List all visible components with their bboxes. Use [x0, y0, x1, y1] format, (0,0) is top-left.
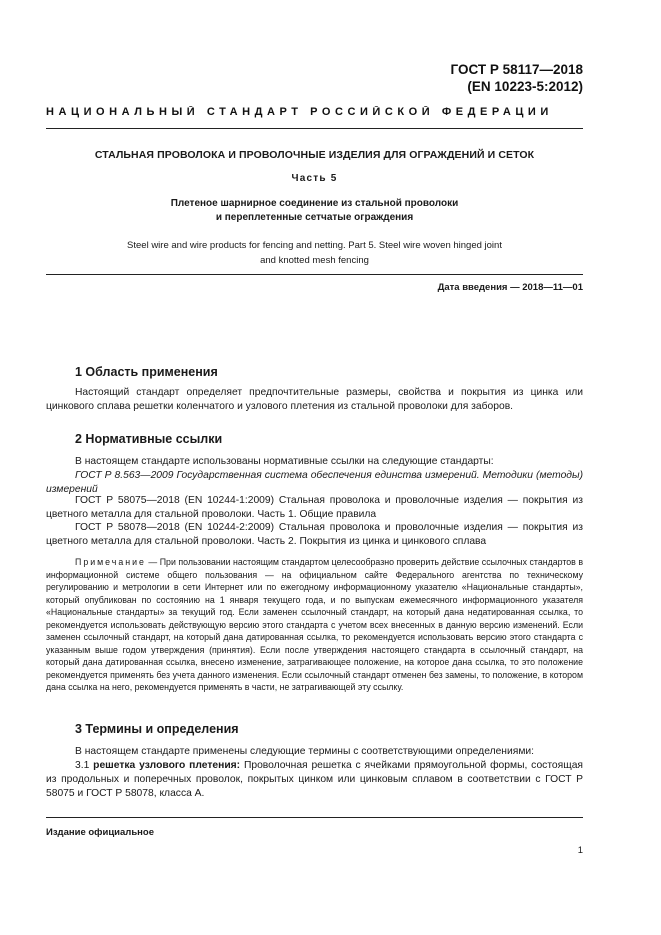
date-divider — [46, 274, 583, 275]
subtitle-line: Плетеное шарнирное соединение из стальной проволоки — [170, 198, 459, 209]
subtitle-line: и переплетенные сетчатые ограждения — [215, 212, 414, 223]
en-number: (EN 10223-5:2012) — [467, 79, 583, 94]
reference-item: ГОСТ Р 58078—2018 (EN 10244-2:2009) Стальная проволока и проволочные изделия — покрытия из цветного металла для стальной проволоки. Часть 2. Покрытия из цинка и цинкового сплава — [46, 522, 583, 548]
section-1-heading: 1 Область применения — [75, 365, 218, 379]
term-number: 3.1 — [75, 760, 94, 771]
english-title — [46, 238, 583, 268]
reference-item: ГОСТ Р 58075—2018 (EN 10244-1:2009) Стальная проволока и проволочные изделия — покрытия из цветного металла для стальной проволоки. Часть 1. Общие правила — [46, 495, 583, 521]
edition-label: Издание официальное — [46, 827, 154, 838]
part-number: Часть 5 — [291, 173, 338, 184]
reference-item: ГОСТ Р 8.563—2009 Государственная система обеспечения единства измерений. Методики (методы) измерений — [46, 470, 583, 496]
section-3-heading: 3 Термины и определения — [75, 722, 239, 736]
page-number: 1 — [577, 845, 583, 856]
term-definition-text: Проволочная решетка с ячейками прямоугольной формы, состоящая из продольных и поперечных проволок, покрытых цинком или цинковым сплавом в соответствии с ГОСТ Р 58075 и ГОСТ Р 58078, класса А. — [46, 760, 583, 800]
reference-note — [46, 556, 583, 694]
section-3-intro: В настоящем стандарте применены следующие термины с соответствующими определениями: — [75, 746, 535, 757]
english-title-line: Steel wire and wire products for fencing and netting. Part 5. Steel wire woven hinged joint — [127, 240, 502, 251]
note-text: — При пользовании настоящим стандартом целесообразно проверить действие ссылочных стандартов в информационной системе общего пользования — на официальном сайте Федерального агентства по техническому регулированию и метрологии в сети Интернет или по ежегодному информационному указателю «Национальные стандарты», который опубликован по состоянию на 1 января текущего года, и по выпускам ежемесячного информационного указателя «Национальные стандарты» за текущий год. Если заменен ссылочный стандарт, на который дана недатированная ссылка, то рекомендуется использовать действующую версию этого стандарта с учетом всех внесенных в данную версию изменений. Если заменен ссылочный стандарт, на который дана датированная ссылка, то рекомендуется использовать версию этого стандарта с указанным выше годом утверждения (принятия). Если после утверждения настоящего стандарта в ссылочный стандарт, на который дана датированная ссылка, внесено изменение, затрагивающее положение, на которое дана ссылка, то это положение рекомендуется применять без учета данного изменения. Если ссылочный стандарт отменен без замены, то положение, в котором дана ссылка на него, рекомендуется применять в части, не затрагивающей эту ссылку. — [46, 557, 583, 692]
document-subtitle — [46, 197, 583, 225]
document-title: СТАЛЬНАЯ ПРОВОЛОКА И ПРОВОЛОЧНЫЕ ИЗДЕЛИЯ ДЛЯ ОГРАЖДЕНИЙ И СЕТОК — [94, 149, 535, 161]
note-label: Примечание — [75, 557, 146, 567]
section-2-intro: В настоящем стандарте использованы нормативные ссылки на следующие стандарты: — [75, 456, 494, 467]
term-name: решетка узлового плетения: — [93, 760, 241, 771]
footer-divider — [46, 817, 583, 818]
section-2-heading: 2 Нормативные ссылки — [75, 432, 223, 446]
gost-number: ГОСТ Р 58117—2018 — [450, 62, 583, 77]
introduction-date: Дата введения — 2018—11—01 — [437, 282, 583, 293]
national-standard-banner: НАЦИОНАЛЬНЫЙ СТАНДАРТ РОССИЙСКОЙ ФЕДЕРАЦИИ — [46, 106, 553, 118]
english-title-line: and knotted mesh fencing — [260, 255, 369, 266]
header-divider — [46, 128, 583, 129]
standard-number-block — [451, 61, 583, 95]
section-1-text: Настоящий стандарт определяет предпочтительные размеры, свойства и покрытия из цинка или цинкового сплава решетки коленчатого и узлового плетения из стальной проволоки для заборов. — [46, 387, 583, 413]
term-definition — [46, 759, 583, 802]
